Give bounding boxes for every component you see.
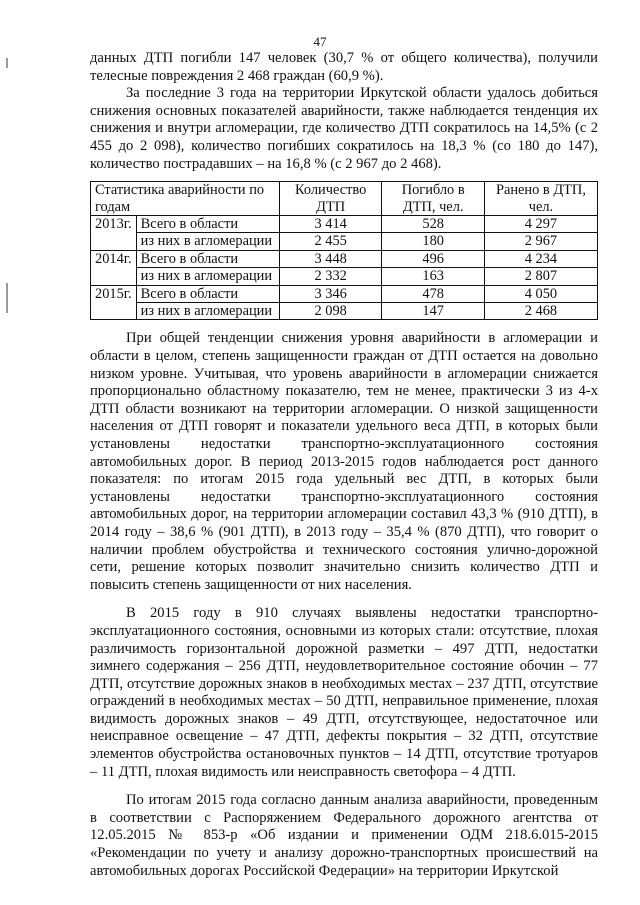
paragraph: В 2015 году в 910 случаях выявлены недостатки транспортно-эксплуатационного состояния, основными из которых стали: отсутствие, плохая различимость горизонтальной дорожной разметки – 497 ДТП, недостатки зимнего содержания – 256 ДТП, неудовлетворительное состояние обочин – 77 ДТП, отсутствие дорожных знаков в необходимых местах – 237 ДТП, отсутствие ограждений в необходимых местах – 50 ДТП, неправильное применение, плохая видимость дорожных знаков – 49 ДТП, отсутствующее, недостаточное или неисправное освещение – 47 ДТП, дефекты покрытия – 32 ДТП, отсутствие элементов обустройства остановочных пунктов – 14 ДТП, отсутствие тротуаров – 11 ДТП, плохая видимость или неисправность светофора – 4 ДТП.	[90, 605, 598, 780]
document-body	[90, 50, 598, 880]
count-cell: 3 448	[279, 250, 382, 267]
injured-cell: 2 967	[484, 233, 597, 250]
margin-mark	[6, 58, 8, 68]
table-row	[91, 215, 598, 232]
table-row	[91, 285, 598, 302]
year-cell: 2014г.	[91, 250, 137, 285]
injured-cell: 2 468	[484, 303, 597, 320]
count-cell: 2 455	[279, 233, 382, 250]
injured-cell: 2 807	[484, 268, 597, 285]
count-cell: 3 346	[279, 285, 382, 302]
table-header-stat: Статистика аварийности по годам	[91, 182, 280, 216]
paragraph: данных ДТП погибли 147 человек (30,7 % от общего количества), получили телесные повреждения 2 468 граждан (60,9 %).	[90, 50, 598, 84]
table-header-injured: Ранено в ДТП, чел.	[484, 182, 597, 216]
row-label: Всего в области	[136, 250, 279, 267]
table-row	[91, 233, 598, 250]
injured-cell: 4 234	[484, 250, 597, 267]
killed-cell: 163	[382, 268, 484, 285]
year-cell: 2015г.	[91, 285, 137, 320]
killed-cell: 496	[382, 250, 484, 267]
killed-cell: 478	[382, 285, 484, 302]
row-label: Всего в области	[136, 215, 279, 232]
paragraph: По итогам 2015 года согласно данным анализа аварийности, проведенным в соответствии с Распоряжением Федерального дорожного агентства от 12.05.2015 № 853-р «Об издании и применении ОДМ 218.6.015-2015 «Рекомендации по учету и анализу дорожно-транспортных происшествий на автомобильных дорогах Российской Федерации» на территории Иркутской	[90, 792, 598, 879]
table-row	[91, 250, 598, 267]
year-cell: 2013г.	[91, 215, 137, 250]
injured-cell: 4 297	[484, 215, 597, 232]
count-cell: 2 098	[279, 303, 382, 320]
paragraph: За последние 3 года на территории Иркутской области удалось добиться снижения основных показателей аварийности, также наблюдается тенденция их снижения и внутри агломерации, где количество ДТП сократилось на 14,5% (с 2 455 до 2 098), количество погибших сократилось на 18,3 % (со 180 до 147), количество пострадавших – на 16,8 % (с 2 967 до 2 468).	[90, 85, 598, 172]
table-row	[91, 303, 598, 320]
table-header-killed: Погибло в ДТП, чел.	[382, 182, 484, 216]
killed-cell: 180	[382, 233, 484, 250]
row-label: из них в агломерации	[136, 303, 279, 320]
count-cell: 3 414	[279, 215, 382, 232]
page-number: 47	[313, 34, 327, 49]
margin-mark	[6, 283, 8, 313]
row-label: Всего в области	[136, 285, 279, 302]
row-label: из них в агломерации	[136, 233, 279, 250]
table-row	[91, 268, 598, 285]
injured-cell: 4 050	[484, 285, 597, 302]
killed-cell: 147	[382, 303, 484, 320]
count-cell: 2 332	[279, 268, 382, 285]
paragraph: При общей тенденции снижения уровня аварийности в агломерации и области в целом, степень защищенности граждан от ДТП остается на довольно низком уровне. Учитывая, что уровень аварийности в агломерации снижается пропорционально областному показателю, тем не менее, практически 3 из 4-х ДТП области возникают на территории агломерации. О низкой защищенности населения от ДТП говорят и показатели удельного веса ДТП, в которых были установлены недостатки транспортно-эксплуатационного состояния автомобильных дорог. В период 2013-2015 годов наблюдается рост данного показателя: по итогам 2015 года удельный вес ДТП, в которых были установлены недостатки транспортно-эксплуатационного состояния автомобильных дорог, на территории агломерации составил 43,3 % (910 ДТП), в 2014 году – 38,6 % (901 ДТП), в 2013 году – 35,4 % (870 ДТП), что говорит о наличии проблем обустройства и технического состояния улично-дорожной сети, решение которых позволит значительно снизить количество ДТП и повысить степень защищенности от них населения.	[90, 330, 598, 593]
killed-cell: 528	[382, 215, 484, 232]
accident-statistics-table	[90, 181, 598, 320]
row-label: из них в агломерации	[136, 268, 279, 285]
table-header-count: Количество ДТП	[279, 182, 382, 216]
table-header-row	[91, 182, 598, 216]
